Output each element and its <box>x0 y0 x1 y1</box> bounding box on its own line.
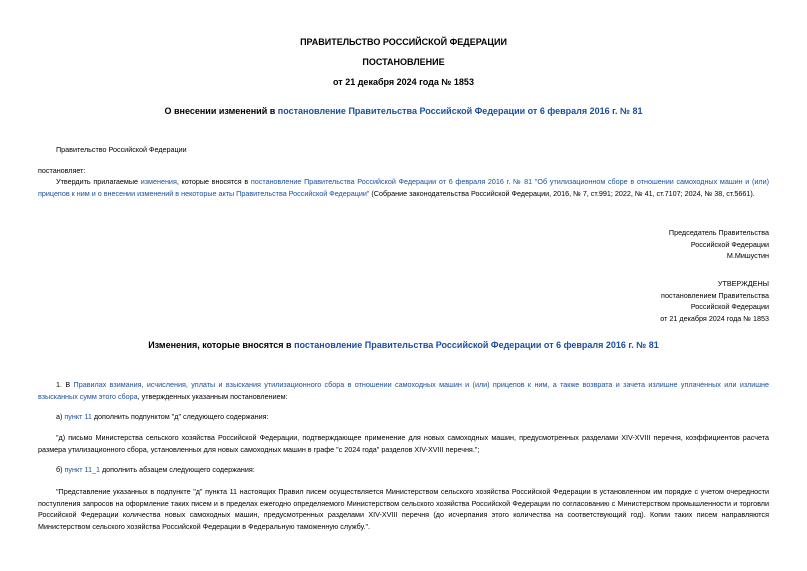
decides-line: постановляет: <box>38 166 86 175</box>
item-a-prefix: а) <box>56 412 65 421</box>
approved-line-1: УТВЕРЖДЕНЫ <box>717 279 769 288</box>
item-a <box>56 411 268 423</box>
approved-block <box>660 278 769 324</box>
item-b-prefix: б) <box>56 465 65 474</box>
approved-line-3: Российской Федерации <box>690 302 769 311</box>
changes-title-link[interactable]: постановление Правительства Российской Федерации от 6 февраля 2016 г. № 81 <box>294 340 659 350</box>
approved-line-4: от 21 декабря 2024 года № 1853 <box>660 313 769 323</box>
doc-date-number: от 21 декабря 2024 года № 1853 <box>333 77 474 87</box>
org-heading: ПРАВИТЕЛЬСТВО РОССИЙСКОЙ ФЕДЕРАЦИИ <box>300 37 507 47</box>
p1-link-changes[interactable]: изменения <box>140 177 177 186</box>
signature-block <box>669 227 769 262</box>
item-a-link[interactable]: пункт 11 <box>64 412 92 421</box>
p1-text-b: , которые вносятся в <box>176 177 251 186</box>
changes-title-prefix: Изменения, которые вносятся в <box>148 340 295 350</box>
item-b <box>56 464 255 476</box>
title-prefix: О внесении изменений в <box>164 106 278 116</box>
item-b-link[interactable]: пункт 11_1 <box>64 465 100 474</box>
changes-title <box>0 340 807 350</box>
p1-text-a: Утвердить прилагаемые <box>56 177 141 186</box>
title-link[interactable]: постановление Правительства Российской Федерации от 6 февраля 2016 г. № 81 <box>277 106 643 116</box>
paragraph-1 <box>38 176 769 199</box>
item-a-suffix: дополнить подпунктом "д" следующего содержания: <box>91 412 269 421</box>
item1-suffix: , утвержденных указанным постановлением: <box>137 391 288 401</box>
item-b-quote: "Представление указанных в подпункте "д" пункта 11 настоящих Правил писем осуществляется Министерством сельского хозяйства Российской Федерации в установленном им порядке с учетом очередности поступления запросов на оформление таких писем и в пределах ежегодно определяемого Министерством сельского хозяйства Российской Федерации по согласованию с Министерством промышленности и торговли Российской Федерации количества новых самоходных машин, предусмотренных разделами XIV-XVIII перечня (до исчерпания этого количества на соответствующий год). Копии таких писем направляются Министерством сельского хозяйства Российской Федерации в Федеральную таможенную службу.". <box>38 487 769 531</box>
p1-link-resolution[interactable]: постановление Правительства Российской Федерации от 6 февраля 2016 г. № 81 "Об утилизационном сборе в отношении самоходных машин и (или) прицепов к ним и о внесении изменений в некоторые акты Правительства Российской Федерации" <box>38 177 770 198</box>
document-title <box>0 106 807 116</box>
item1-prefix: 1. В <box>56 380 74 389</box>
p1-text-c: (Собрание законодательства Российской Федерации, 2016, № 7, ст.991; 2022, № 41, ст.7107; 2024, № 38, ст.5661). <box>369 188 755 198</box>
signature-line-2: Российской Федерации <box>690 239 769 249</box>
item1-link-rules[interactable]: Правилах взимания, исчисления, уплаты и взыскания утилизационного сбора в отношении самоходных машин и (или) прицепов к ним, а также возврата и зачета излишне уплаченных или излишне взысканных сумм этого сбора <box>38 380 769 401</box>
signature-line-1: Председатель Правительства <box>668 228 769 237</box>
item-b-suffix: дополнить абзацем следующего содержания: <box>99 465 255 474</box>
item-a-quote: "д) письмо Министерства сельского хозяйства Российской Федерации, подтверждающее применение для новых самоходных машин, предусмотренных разделами XIV-XVIII перечня, коэффициентов расчета размера утилизационного сбора, установленных для новых самоходных машин в графе "с 2024 года" разделов XIV-XVIII перечня."; <box>38 433 769 454</box>
signature-line-3: М.Мишустин <box>726 251 769 260</box>
item-1 <box>38 379 769 402</box>
approved-line-2: постановлением Правительства <box>661 290 769 300</box>
doc-type-heading: ПОСТАНОВЛЕНИЕ <box>362 57 445 67</box>
government-line: Правительство Российской Федерации <box>56 145 187 154</box>
